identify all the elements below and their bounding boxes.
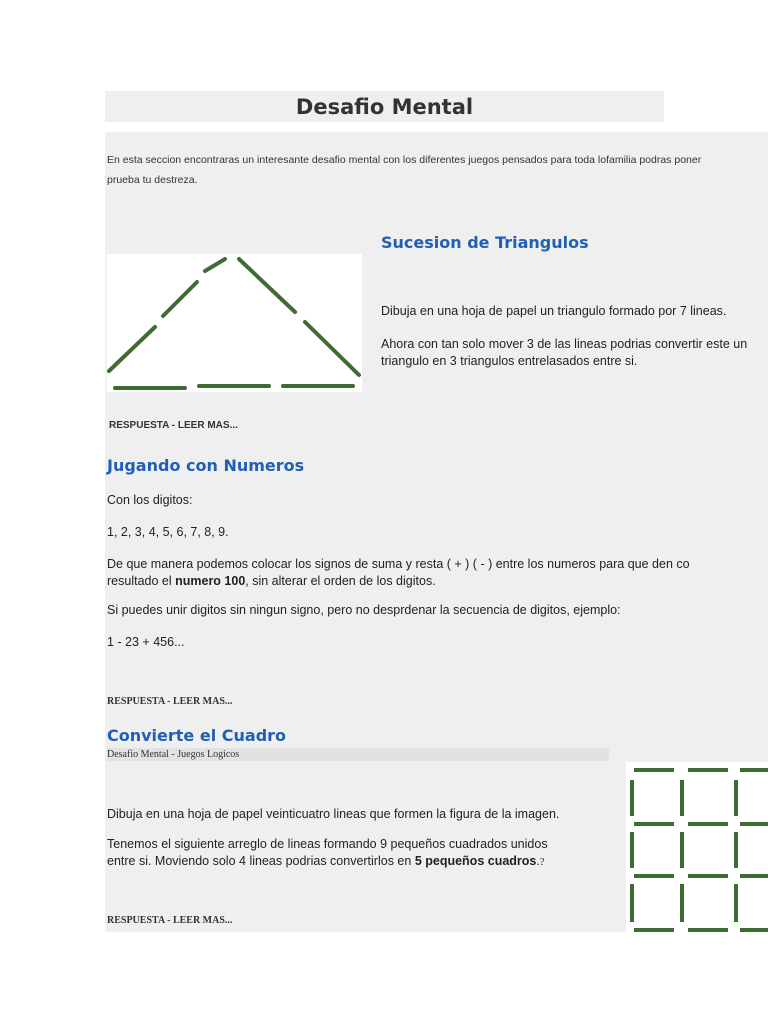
section2-paragraph-5: 1 - 23 + 456...	[107, 635, 185, 649]
section2-paragraph-3-pre: resultado el	[107, 574, 176, 588]
section2-paragraph-1: Con los digitos:	[107, 493, 193, 507]
heading-convierte-cuadro: Convierte el Cuadro	[107, 726, 287, 745]
respuesta-link-1[interactable]: RESPUESTA - LEER MAS...	[109, 420, 238, 431]
numero-100-bold: numero 100	[175, 574, 246, 588]
title-bar	[105, 91, 664, 122]
cinco-cuadros-bold: 5 pequeños cuadros	[414, 854, 537, 868]
triangle-sticks-image	[107, 254, 362, 392]
triangle-figure	[107, 254, 362, 392]
section3-subline: Desafio Mental - Juegos Logicos	[107, 748, 609, 761]
section2-paragraph-3-post: , sin alterar el orden de los digitos.	[245, 574, 436, 588]
intro-line-2: prueba tu destreza.	[107, 174, 198, 186]
section3-paragraph-2-post: .	[536, 854, 540, 868]
squares-figure	[626, 762, 768, 934]
section3-paragraph-2-tail: ?	[539, 857, 545, 868]
section2-paragraph-2: 1, 2, 3, 4, 5, 6, 7, 8, 9.	[107, 525, 229, 539]
section2-paragraph-4: Si puedes unir digitos sin ningun signo, pero no desprdenar la secuencia de digitos, ejemplo:	[107, 603, 621, 617]
section3-paragraph-2-line-1: Tenemos el siguiente arreglo de lineas formando 9 pequeños cuadrados unidos	[107, 837, 548, 851]
heading-sucesion-triangulos: Sucesion de Triangulos	[381, 233, 589, 252]
section3-paragraph-2-pre: entre si. Moviendo solo 4 lineas podrias convertirlos en	[107, 854, 415, 868]
respuesta-link-2[interactable]: RESPUESTA - LEER MAS...	[107, 696, 233, 707]
section3-paragraph-2	[107, 836, 609, 871]
section2-paragraph-3	[107, 556, 690, 590]
matchstick-grid-image	[626, 762, 768, 934]
respuesta-link-3[interactable]: RESPUESTA - LEER MAS...	[107, 915, 233, 926]
intro-line-1: En esta seccion encontraras un interesante desafio mental con los diferentes juegos pensados para toda lofamilia podras poner	[107, 154, 702, 166]
section1-paragraph-2-line-2: triangulo en 3 triangulos entrelasados entre si.	[381, 354, 638, 368]
page-title: Desafio Mental	[295, 95, 474, 119]
section1-paragraph-2	[381, 336, 747, 370]
section1-paragraph-1: Dibuja en una hoja de papel un triangulo formado por 7 lineas.	[381, 304, 727, 318]
intro-text	[107, 150, 768, 190]
section2-paragraph-3-line-1: De que manera podemos colocar los signos de suma y resta ( + ) ( - ) entre los numeros para que den co	[107, 557, 690, 571]
heading-jugando-numeros: Jugando con Numeros	[107, 456, 305, 475]
section3-paragraph-1: Dibuja en una hoja de papel veinticuatro lineas que formen la figura de la imagen.	[107, 807, 560, 821]
section1-paragraph-2-line-1: Ahora con tan solo mover 3 de las lineas podrias convertir este un	[381, 337, 748, 351]
